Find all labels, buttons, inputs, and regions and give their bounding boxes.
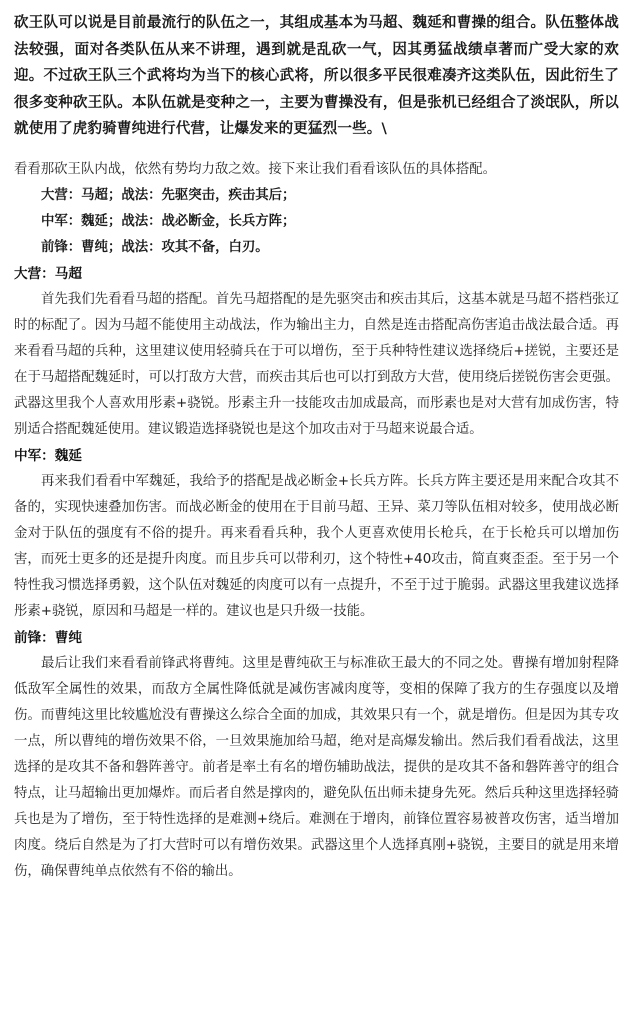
lineup-list: [14, 183, 619, 261]
section-heading-center: 中军：魏延: [14, 447, 82, 464]
intro-paragraph: 砍王队可以说是目前最流行的队伍之一，其组成基本为马超、魏延和曹操的组合。队伍整体战法较强，面对各类队伍从来不讲理，遇到就是乱砍一气，因其勇猛战绩卓著而广受大家的欢迎。不过砍王队三个武将均为当下的核心武将，所以很多平民很难凑齐这类队伍，因此衍生了很多变种砍王队。本队伍就是变种之一，主要为曹操没有，但是张机已经组合了淡氓队，所以就使用了虎豹骑曹纯进行代营，让爆发来的更猛烈一些。\: [14, 15, 619, 137]
section-center: [14, 443, 619, 625]
section-heading-camp: 大营：马超: [14, 265, 82, 282]
section-body-vanguard: 最后让我们来看看前锋武将曹纯。这里是曹纯砍王与标准砍王最大的不同之处。曹操有增加射程降低敌军全属性的效果，而敌方全属性降低就是减伤害减肉度等，变相的保障了我方的生存强度以及增伤。而曹纯这里比较尴尬没有曹操这么综合全面的加成，其效果只有一个，就是增伤。但是因为其专攻一点，所以曹纯的增伤效果不俗，一旦效果施加给马超，绝对是高爆发输出。然后我们看看战法，这里选择的是攻其不备和磐阵善守。前者是率土有名的增伤辅助战法，提供的是攻其不备和磐阵善守的组合特点，让马超输出更加爆炸。而后者自然是撑肉的，避免队伍出师未捷身先死。然后兵种这里选择轻骑兵也是为了增伤，至于特性选择的是难测+绕后。难测在于增肉，前锋位置容易被普攻伤害，适当增加肉度。绕后自然是为了打大营时可以有增伤效果。武器这里个人选择真刚+骁锐，主要目的就是用来增伤，确保曹纯单点依然有不俗的输出。: [14, 655, 619, 879]
section-vanguard: [14, 625, 619, 885]
lineup-item-camp: 大营：马超；战法：先驱突击，疾击其后；: [41, 187, 296, 203]
section-camp: [14, 261, 619, 443]
section-heading-vanguard: 前锋：曹纯: [14, 629, 82, 646]
section-body-center: 再来我们看看中军魏延，我给予的搭配是战必断金+长兵方阵。长兵方阵主要还是用来配合攻其不备的，实现快速叠加伤害。而战必断金的使用在于目前马超、王异、菜刀等队伍相对较多，使用战必断金对于队伍的强度有不俗的提升。再来看看兵种，我个人更喜欢使用长枪兵，在于长枪兵可以增加伤害，而死士更多的还是提升肉度。而且步兵可以带利刃，这个特性+40攻击，简直爽歪歪。至于另一个特性我习惯选择勇毅，这个队伍对魏延的肉度可以有一点提升，不至于过于脆弱。武器这里我建议选择彤素+骁锐，原因和马超是一样的。建议也是只升级一技能。: [14, 473, 619, 619]
section-body-camp: 首先我们先看看马超的搭配。首先马超搭配的是先驱突击和疾击其后，这基本就是马超不搭档张辽时的标配了。因为马超不能使用主动战法，作为输出主力，自然是连击搭配高伤害追击战法最合适。再来看看马超的兵种，这里建议使用轻骑兵在于可以增伤，至于兵种特性建议选择绕后+搓锐，主要还是在于马超搭配魏延时，可以打敌方大营，而疾击其后也可以打到敌方大营，使用绕后搓锐伤害会更强。武器这里我个人喜欢用彤素+骁锐。彤素主升一技能攻击加成最高，而彤素也是对大营有加成伤害，特别适合搭配魏延使用。建议锻造选择骁锐也是这个加攻击对于马超来说最合适。: [14, 291, 619, 437]
lineup-item-center: 中军：魏延；战法：战必断金，长兵方阵；: [41, 213, 296, 229]
lead-paragraph: 看看那砍王队内战，依然有势均力敌之效。接下来让我们看看该队伍的具体搭配。: [14, 161, 497, 177]
lineup-item-vanguard: 前锋：曹纯；战法：攻其不备，白刃。: [41, 239, 269, 255]
